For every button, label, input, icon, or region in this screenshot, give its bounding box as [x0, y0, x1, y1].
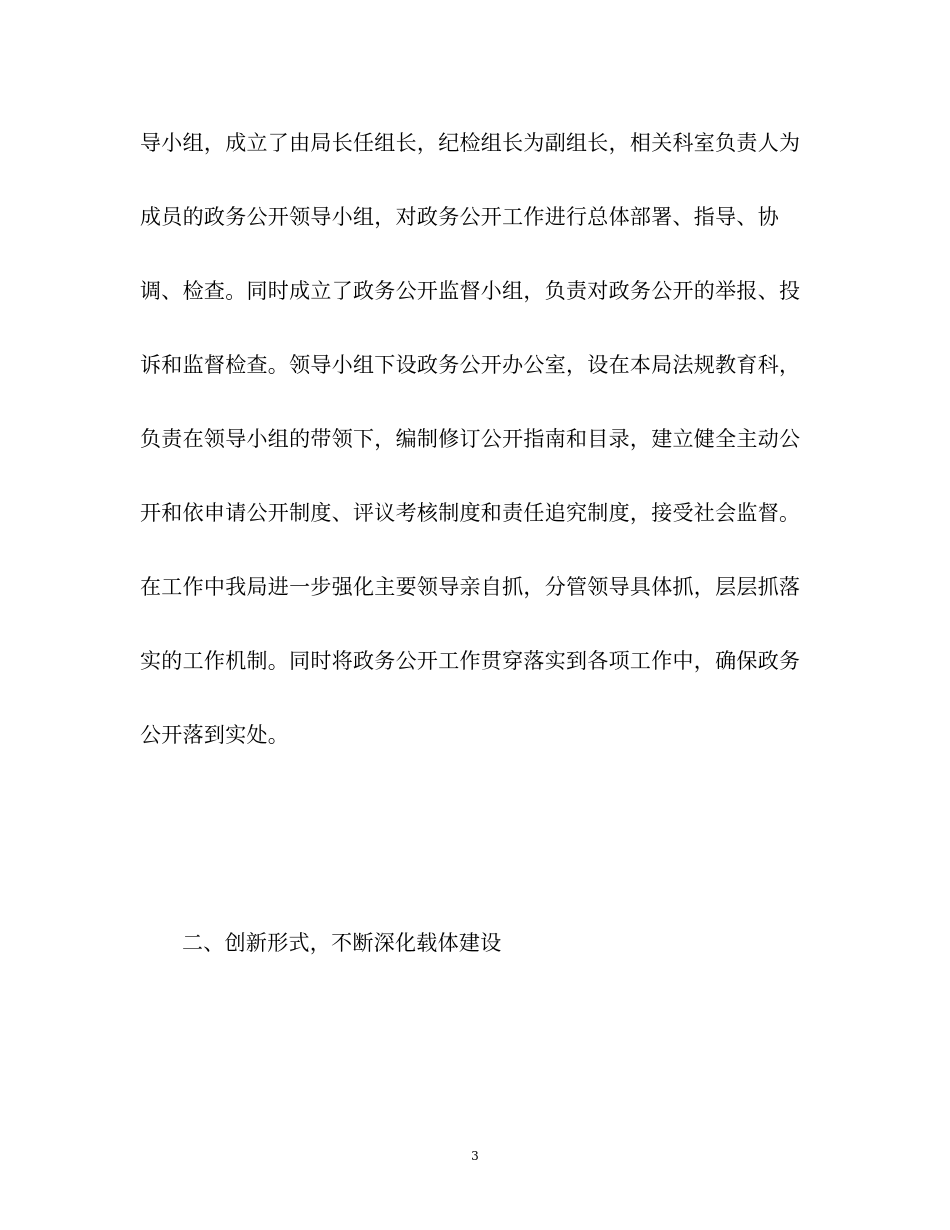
paragraph-line: 实的工作机制。同时将政务公开工作贯穿落实到各项工作中，确保政务: [140, 649, 801, 673]
paragraph-line: 负责在领导小组的带领下，编制修订公开指南和目录，建立健全主动公: [140, 427, 801, 451]
paragraph-line: 开和依申请公开制度、评议考核制度和责任追究制度，接受社会监督。: [140, 501, 801, 525]
paragraph-line: 导小组，成立了由局长任组长，纪检组长为副组长，相关科室负责人为: [140, 131, 801, 155]
paragraph-line: 调、检查。同时成立了政务公开监督小组，负责对政务公开的举报、投: [140, 279, 801, 303]
section-heading: 二、创新形式，不断深化载体建设: [182, 931, 502, 955]
paragraph-line: 公开落到实处。: [140, 723, 290, 747]
paragraph-line: 成员的政务公开领导小组，对政务公开工作进行总体部署、指导、协: [140, 205, 779, 229]
body-paragraph: [140, 118, 820, 784]
page-number: 3: [471, 1149, 479, 1163]
paragraph-line: 在工作中我局进一步强化主要领导亲自抓，分管领导具体抓，层层抓落: [140, 575, 801, 599]
paragraph-line: 诉和监督检查。领导小组下设政务公开办公室，设在本局法规教育科，: [140, 353, 801, 377]
